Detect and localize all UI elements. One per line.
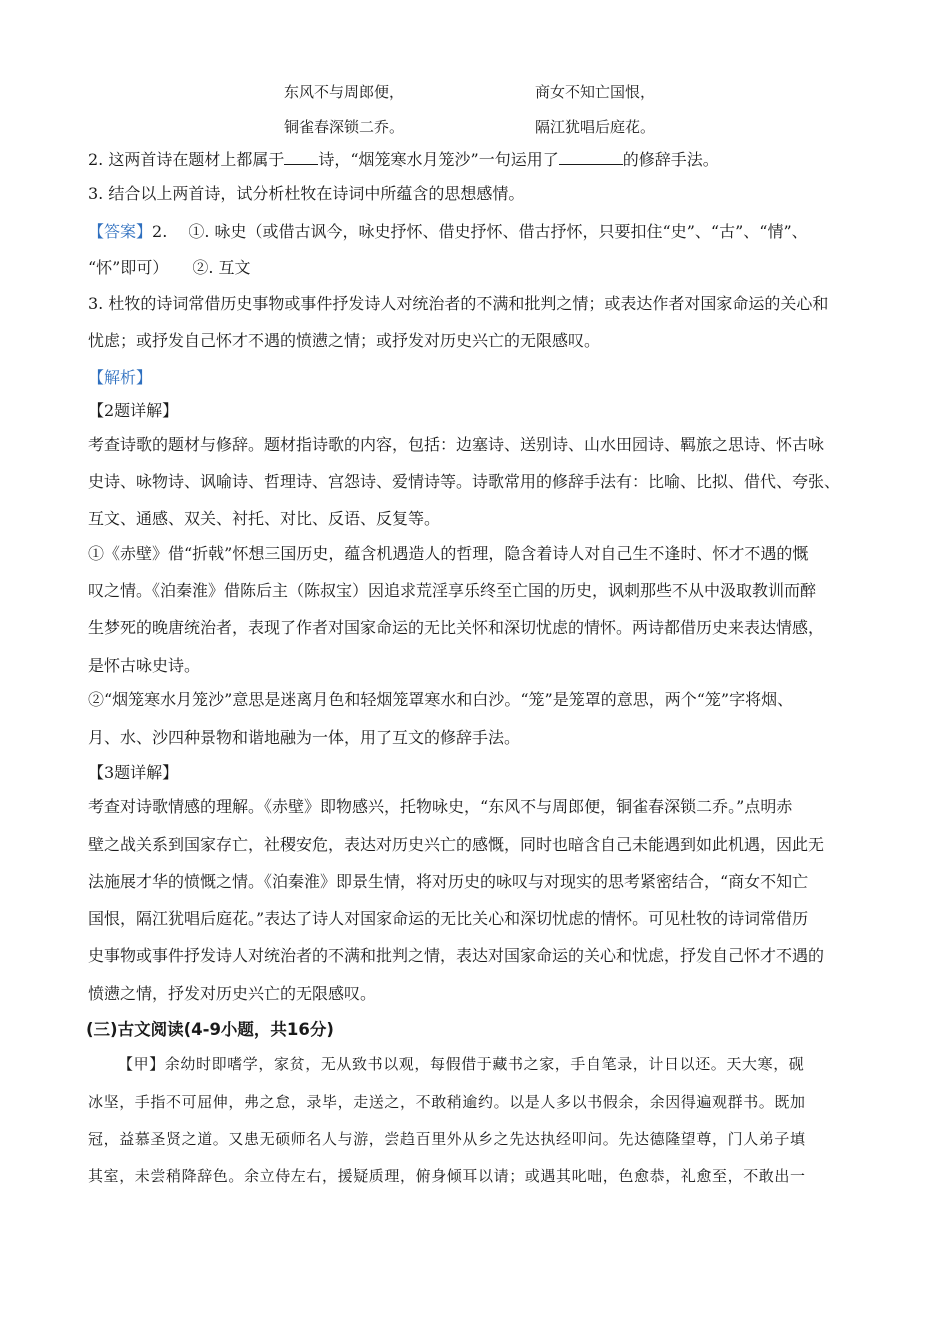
detail-q3-line-1: 考查对诗歌情感的理解。《赤壁》即物感兴，托物咏史，“东风不与周郎便，铜雀春深锁二乔。”点明赤	[88, 797, 793, 816]
detail-q2-line-5: 叹之情。《泊秦淮》借陈后主（陈叔宝）因追求荒淫享乐终至亡国的历史，讽刺那些不从中汲取教训而醉	[88, 581, 817, 600]
poem-boqinhuai-line-2: 隔江犹唱后庭花。	[535, 118, 656, 136]
answer-tag: 【答案】	[88, 222, 153, 241]
question-2-part-2: 诗，“烟笼寒水月笼沙”一句运用了	[318, 150, 559, 169]
detail-q2-line-1: 考查诗歌的题材与修辞。题材指诗歌的内容，包括：边塞诗、送别诗、山水田园诗、羁旅之思诗、怀古咏	[88, 435, 825, 454]
detail-q2-line-4: ①《赤壁》借“折戟”怀想三国历史，蕴含机遇造人的哲理，隐含着诗人对自己生不逢时、怀才不遇的慨	[88, 544, 809, 563]
detail-q3-line-4: 国恨，隔江犹唱后庭花。”表达了诗人对国家命运的无比关心和深切忧虑的情怀。可见杜牧的诗词常借历	[88, 909, 809, 928]
detail-q2-line-9: 月、水、沙四种景物和谐地融为一体，用了互文的修辞手法。	[88, 728, 521, 747]
detail-q3-line-5: 史事物或事件抒发诗人对统治者的不满和批判之情，表达对国家命运的关心和忧虑，抒发自己怀才不遇的	[88, 946, 825, 965]
poem-chibi-line-2: 铜雀春深锁二乔。	[284, 118, 405, 136]
detail-q2-line-2: 史诗、咏物诗、讽喻诗、哲理诗、宫怨诗、爱情诗等。诗歌常用的修辞手法有：比喻、比拟、借代、夸张、	[88, 472, 841, 491]
detail-q2-line-8: ②“烟笼寒水月笼沙”意思是迷离月色和轻烟笼罩寒水和白沙。“笼”是笼罩的意思，两个“笼”字将烟、	[88, 690, 794, 709]
detail-heading-q3: 【3题详解】	[88, 763, 179, 782]
question-2-part-1: 2. 这两首诗在题材上都属于	[88, 150, 285, 169]
passage-jia-line-3: 冠，益慕圣贤之道。又患无硕师名人与游，尝趋百里外从乡之先达执经叩问。先达德隆望尊，门人弟子填	[88, 1130, 806, 1148]
passage-jia-line-1: 【甲】余幼时即嗜学，家贫，无从致书以观，每假借于藏书之家，手自笔录，计日以还。天大寒，砚	[118, 1055, 805, 1073]
poem-boqinhuai-line-1: 商女不知亡国恨，	[535, 83, 656, 101]
question-2-part-3: 的修辞手法。	[622, 150, 719, 169]
detail-q3-line-2: 壁之战关系到国家存亡，社稷安危，表达对历史兴亡的感慨，同时也暗含自己未能遇到如此机遇，因此无	[88, 835, 825, 854]
answer-line-1	[88, 220, 808, 244]
question-3: 3. 结合以上两首诗，试分析杜牧在诗词中所蕴含的思想感情。	[88, 184, 525, 203]
section-heading-classical-reading: (三)古文阅读(4-9小题，共16分)	[86, 1020, 334, 1039]
answer-blank-1	[284, 150, 318, 165]
detail-q2-line-6: 生梦死的晚唐统治者，表现了作者对国家命运的无比关怀和深切忧虑的情怀。两诗都借历史来表达情感，	[88, 618, 825, 637]
detail-heading-q2: 【2题详解】	[88, 401, 179, 420]
poem-chibi-line-1: 东风不与周郎便，	[284, 83, 405, 101]
answer-line-2: “怀”即可） ②. 互文	[88, 258, 251, 277]
detail-q2-line-7: 是怀古咏史诗。	[88, 656, 201, 675]
question-2	[88, 148, 719, 172]
detail-q3-line-3: 法施展才华的愤慨之情。《泊秦淮》即景生情，将对历史的咏叹与对现实的思考紧密结合，“商女不知亡	[88, 872, 809, 891]
answer-blank-2	[559, 150, 623, 165]
passage-jia-line-4: 其室，未尝稍降辞色。余立侍左右，援疑质理，俯身倾耳以请；或遇其叱咄，色愈恭，礼愈至，不敢出一	[88, 1167, 806, 1185]
analysis-tag: 【解析】	[88, 368, 153, 387]
detail-q2-line-3: 互文、通感、双关、衬托、对比、反语、反复等。	[88, 509, 441, 528]
answer-line-4: 忧虑；或抒发自己怀才不遇的愤懑之情；或抒发对历史兴亡的无限感叹。	[88, 331, 601, 350]
passage-jia-line-2: 冰坚，手指不可屈伸，弗之怠，录毕，走送之，不敢稍逾约。以是人多以书假余，余因得遍观群书。既加	[88, 1093, 806, 1111]
answer-line-3: 3. 杜牧的诗词常借历史事物或事件抒发诗人对统治者的不满和批判之情；或表达作者对国家命运的关心和	[88, 294, 829, 313]
answer-text-1: 2. ①. 咏史（或借古讽今，咏史抒怀、借史抒怀、借古抒怀，只要扣住“史”、“古”、“情”、	[152, 222, 808, 241]
detail-q3-line-6: 愤懑之情，抒发对历史兴亡的无限感叹。	[88, 984, 377, 1003]
